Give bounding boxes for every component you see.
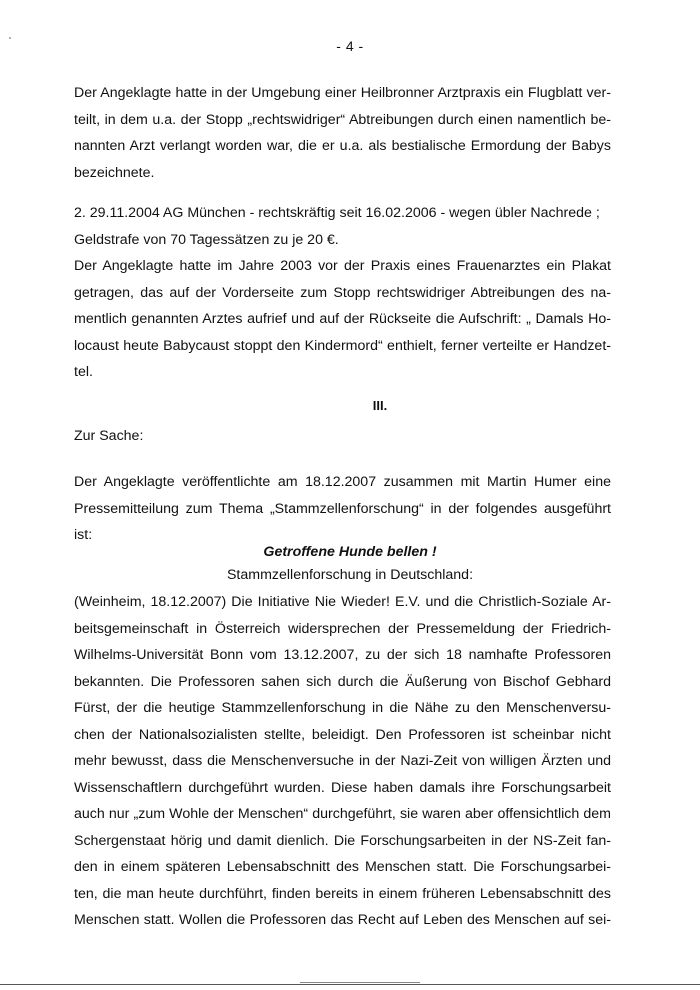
page-bottom-mark xyxy=(300,982,420,983)
paragraph-flugblatt xyxy=(74,80,611,186)
paragraph-intro xyxy=(74,469,611,549)
press-release-subtitle: Stammzellenforschung in Deutschland: xyxy=(226,567,474,583)
section-heading: III. xyxy=(372,398,388,413)
text-line: teilt, in dem u.a. der Stopp „rechtswidriger“ Abtreibungen durch einen namentlich be- xyxy=(74,111,611,128)
text-line: locaust heute Babycaust stoppt den Kindermord“ enthielt, ferner verteilte er Handzet- xyxy=(74,337,611,354)
conviction-entry-2 xyxy=(74,200,611,253)
paragraph-plakat xyxy=(74,253,611,386)
text-line: ist: xyxy=(74,527,93,543)
text-line: (Weinheim, 18.12.2007) Die Initiative Nie Wieder! E.V. und die Christlich-Soziale Ar- xyxy=(74,594,611,610)
text-line: tel. xyxy=(74,364,93,380)
text-line: Der Angeklagte veröffentlichte am 18.12.2007 zusammen mit Martin Humer eine xyxy=(74,474,611,490)
text-line: Pressemitteilung zum Thema „Stammzellenforschung“ in der folgendes ausgeführt xyxy=(74,500,611,517)
text-line: mehr bewusst, dass die Menschenversuche in der Nazi-Zeit von willigen Ärzten und xyxy=(74,753,611,769)
text-line: chen der Nationalsozialisten stellte, beleidigt. Den Professoren ist scheinbar nicht xyxy=(74,726,611,743)
text-line: Der Angeklagte hatte in der Umgebung einer Heilbronner Arztpraxis ein Flugblatt ver- xyxy=(74,85,611,101)
text-line: Schergenstaat hörig und damit dienlich. Die Forschungsarbeiten in der NS-Zeit fan- xyxy=(74,832,611,849)
text-line: den in einem späteren Lebensabschnitt des Menschen statt. Die Forschungsarbei- xyxy=(74,859,611,875)
press-release-title: Getroffene Hunde bellen ! xyxy=(263,544,437,560)
page-bottom-rule xyxy=(0,984,700,985)
text-line: bekannten. Die Professoren sahen sich durch die Äußerung von Bischof Gebhard xyxy=(74,673,611,690)
text-line: mentlich genannten Arztes aufrief und auf der Rückseite die Aufschrift: „ Damals Ho- xyxy=(74,311,611,327)
text-line: ten, die man heute durchführt, finden bereits in einem früheren Lebensabschnitt des xyxy=(74,885,611,902)
text-line: Der Angeklagte hatte im Jahre 2003 vor der Praxis eines Frauenarztes ein Plakat xyxy=(74,258,611,274)
text-line: getragen, das auf der Vorderseite zum Stopp rechtswidriger Abtreibungen des na- xyxy=(74,284,611,301)
text-line: Wissenschaftlern durchgeführt wurden. Diese haben damals ihre Forschungsarbeit xyxy=(74,779,611,796)
text-line: nannten Arzt verlangt worden war, die er u.a. als bestialische Ermordung der Babys xyxy=(74,138,611,154)
page-number: - 4 - xyxy=(336,38,364,54)
text-line: 2. 29.11.2004 AG München - rechtskräftig seit 16.02.2006 - wegen übler Nachrede ; xyxy=(74,205,600,221)
text-line: Fürst, der die heutige Stammzellenforschung in die Nähe zu den Menschenversu- xyxy=(74,700,611,716)
press-release-body xyxy=(74,589,611,934)
text-line: bezeichnete. xyxy=(74,164,155,181)
text-line: Wilhelms-Universität Bonn vom 13.12.2007, zu der sich 18 namhafte Professoren xyxy=(74,647,611,663)
text-line: Zur Sache: xyxy=(74,428,144,444)
section-subtitle xyxy=(74,423,611,450)
text-line: Menschen statt. Wollen die Professoren das Recht auf Leben des Menschen auf sei- xyxy=(74,912,611,928)
text-line: auch nur „zum Wohle der Menschen“ durchgeführt, sie waren aber offensichtlich dem xyxy=(74,806,611,822)
text-line: beitsgemeinschaft in Österreich widersprechen der Pressemeldung der Friedrich- xyxy=(74,620,611,637)
text-line: Geldstrafe von 70 Tagessätzen zu je 20 €. xyxy=(74,231,339,248)
